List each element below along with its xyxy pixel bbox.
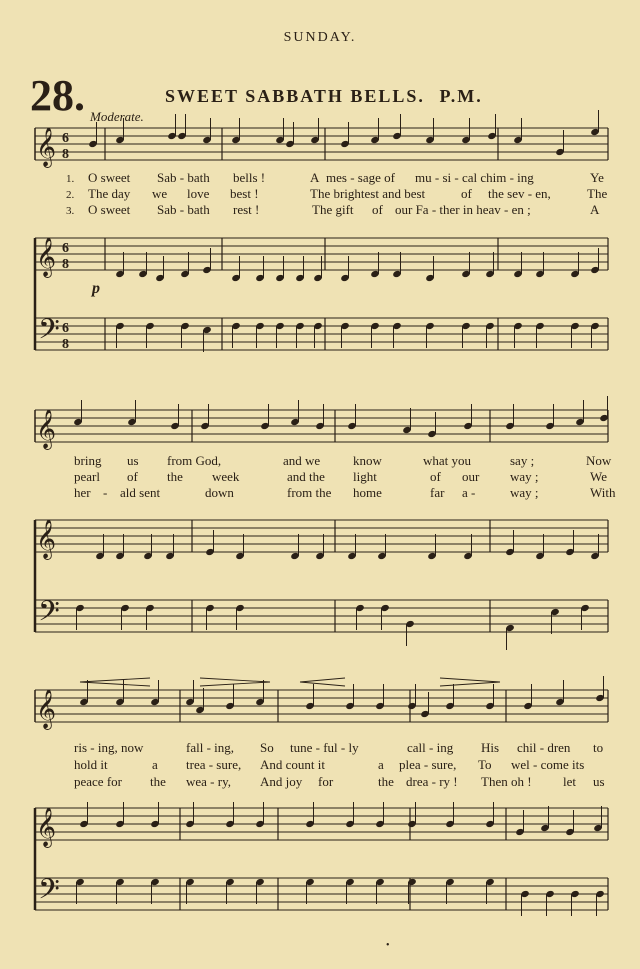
hairpin <box>300 678 345 682</box>
lyric-syllable: a <box>378 757 384 772</box>
lyric-syllable: mes - sage of <box>326 170 395 185</box>
lyric-syllable: of <box>461 186 472 201</box>
lyric-syllable: Sab - bath <box>157 170 210 185</box>
lyric-syllable: and the <box>287 469 325 484</box>
time-signature-bottom: 8 <box>62 257 69 272</box>
lyric-syllable: our <box>462 469 480 484</box>
lyric-syllable: fall - ing, <box>186 740 235 755</box>
lyric-syllable: from the <box>287 485 332 500</box>
lyric-syllable: way ; <box>510 469 539 484</box>
verse-number-3: 3. <box>66 205 75 217</box>
lyric-syllable: The gift <box>312 202 354 217</box>
clef: 𝄞 <box>36 237 57 277</box>
hairpin <box>80 678 150 682</box>
time-signature-top: 6 <box>62 321 69 336</box>
lyric-syllable: of <box>372 202 383 217</box>
lyric-syllable: love <box>187 186 210 201</box>
lyric-syllable: O sweet <box>88 170 131 185</box>
time-signature-bottom: 8 <box>62 147 69 162</box>
lyric-syllable: chil - dren <box>517 740 571 755</box>
lyric-syllable: To <box>478 757 492 772</box>
lyric-syllable: and we <box>283 453 321 468</box>
lyric-syllable: tune - ful - ly <box>290 740 359 755</box>
lyric-syllable: hold it <box>74 757 108 772</box>
lyric-syllable: drea - ry ! <box>406 774 458 789</box>
hairpin <box>200 682 270 686</box>
lyric-syllable: a - <box>462 485 476 500</box>
clef: 𝄞 <box>36 807 57 847</box>
lyric-syllable: Then oh ! <box>481 774 532 789</box>
dynamic-marking: p <box>92 280 100 297</box>
lyric-syllable: rest ! <box>233 202 260 217</box>
time-signature-top: 6 <box>62 241 69 256</box>
lyric-syllable: far <box>430 485 445 500</box>
hymn-number: 28. <box>30 71 85 120</box>
lyric-syllable: And count it <box>260 757 325 772</box>
lyric-syllable: pearl <box>74 469 100 484</box>
lyric-syllable: best ! <box>230 186 259 201</box>
lyric-syllable: trea - sure, <box>186 757 242 772</box>
lyric-syllable: bells ! <box>233 170 266 185</box>
lyric-syllable: of <box>127 469 138 484</box>
lyric-syllable: The brightest and best <box>310 186 426 201</box>
lyric-syllable: - <box>103 485 108 500</box>
lyric-syllable: mu - si - cal chim - ing <box>415 170 534 185</box>
lyric-syllable: ald sent <box>120 485 161 500</box>
lyric-syllable: The <box>587 186 608 201</box>
hairpin <box>440 678 500 682</box>
lyric-syllable: way ; <box>510 485 539 500</box>
lyric-syllable: A <box>310 170 320 185</box>
lyric-syllable: the sev - en, <box>488 186 551 201</box>
clef: 𝄢 <box>38 313 60 353</box>
clef: 𝄢 <box>38 595 60 635</box>
verse-number-1: 1. <box>66 173 75 185</box>
lyric-syllable: His <box>481 740 500 755</box>
hairpin <box>440 682 500 686</box>
lyric-syllable: The day <box>88 186 131 201</box>
lyric-syllable: O sweet <box>88 202 131 217</box>
hymn-title-text: SWEET SABBATH BELLS. <box>165 86 425 106</box>
lyric-syllable: our Fa - ther in heav - en ; <box>395 202 531 217</box>
lyric-syllable: from God, <box>167 453 222 468</box>
lyric-syllable: say ; <box>510 453 535 468</box>
hymn-meter: P.M. <box>439 86 483 106</box>
lyric-syllable: of <box>430 469 441 484</box>
lyric-syllable: home <box>353 485 382 500</box>
lyric-syllable: a <box>152 757 158 772</box>
clef: 𝄞 <box>36 689 57 729</box>
lyric-syllable: know <box>353 453 382 468</box>
clef: 𝄞 <box>36 519 57 559</box>
lyric-syllable: we <box>152 186 168 201</box>
lyric-syllable: ris - ing, now <box>74 740 144 755</box>
verse-number-2: 2. <box>66 189 75 201</box>
lyric-syllable: A <box>590 202 600 217</box>
running-header: SUNDAY. <box>283 30 357 45</box>
lyric-syllable: her <box>74 485 91 500</box>
lyric-syllable: Now <box>586 453 612 468</box>
lyric-syllable: the <box>378 774 394 789</box>
lyric-syllable: wea - ry, <box>186 774 231 789</box>
lyric-syllable: With <box>590 485 616 500</box>
lyric-syllable: to <box>593 740 604 755</box>
time-signature-top: 6 <box>62 131 69 146</box>
hairpin <box>300 682 345 686</box>
lyric-syllable: call - ing <box>407 740 454 755</box>
lyric-syllable: Sab - bath <box>157 202 210 217</box>
lyric-syllable: us <box>127 453 139 468</box>
lyric-syllable: what you <box>423 453 472 468</box>
page-mark: • <box>386 940 390 951</box>
lyric-syllable: the <box>167 469 183 484</box>
lyric-syllable: week <box>212 469 240 484</box>
lyric-syllable: peace for <box>74 774 122 789</box>
tempo-marking: Moderate. <box>90 109 144 124</box>
clef: 𝄞 <box>36 409 57 449</box>
lyric-syllable: down <box>205 485 234 500</box>
lyric-syllable: Ye <box>590 170 604 185</box>
hairpin <box>200 678 270 682</box>
lyric-syllable: So <box>260 740 274 755</box>
lyric-syllable: us <box>593 774 605 789</box>
lyric-syllable: And joy <box>260 774 303 789</box>
lyric-syllable: plea - sure, <box>399 757 457 772</box>
lyric-syllable: let <box>563 774 576 789</box>
lyric-syllable: We <box>590 469 607 484</box>
lyric-syllable: the <box>150 774 166 789</box>
lyric-syllable: for <box>318 774 334 789</box>
clef: 𝄢 <box>38 873 60 913</box>
lyric-syllable: wel - come its <box>511 757 585 772</box>
lyric-syllable: light <box>353 469 377 484</box>
time-signature-bottom: 8 <box>62 337 69 352</box>
clef: 𝄞 <box>36 127 57 167</box>
lyric-syllable: bring <box>74 453 102 468</box>
hairpin <box>80 682 150 686</box>
